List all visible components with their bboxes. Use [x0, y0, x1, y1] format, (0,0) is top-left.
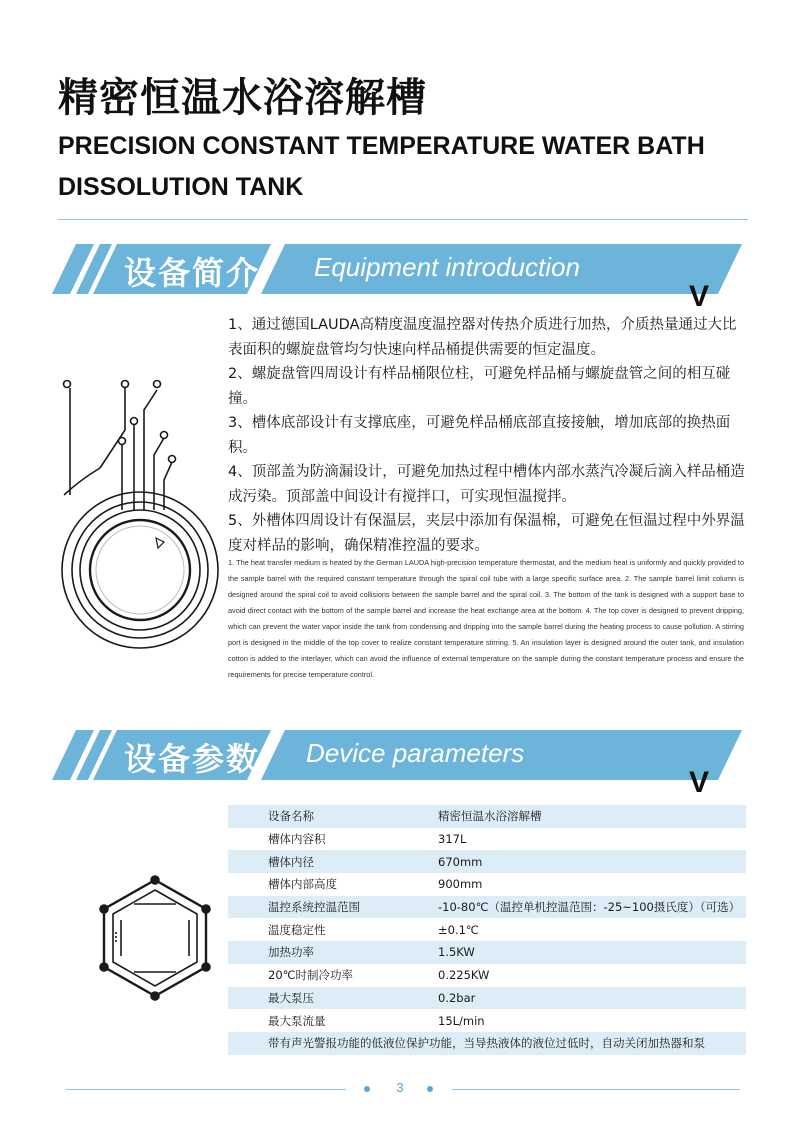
param-name: 设备名称 — [228, 805, 398, 828]
circuit-circle-icon — [60, 370, 220, 650]
table-row — [228, 805, 746, 828]
param-value: 1.5KW — [398, 941, 746, 964]
footer-dot-left — [364, 1086, 370, 1092]
param-name: 温度稳定性 — [268, 922, 326, 937]
param-name: 最大泵流量 — [268, 1013, 326, 1028]
param-value: 900mm — [438, 877, 483, 892]
intro-banner-label-cn: 设备简介 — [124, 254, 261, 292]
intro-item-1: 1、通过德国LAUDA高精度温度温控器对传热介质进行加热，介质热量通过大比表面积的螺旋盘管均匀快速向样品桶提供需要的恒定温度。 — [228, 317, 737, 358]
table-row — [228, 941, 746, 964]
param-value: 15L/min — [438, 1013, 485, 1028]
header-divider — [58, 219, 748, 220]
param-name: 加热功率 — [228, 941, 398, 964]
circuit-node-icon — [60, 370, 90, 400]
table-row — [228, 1009, 746, 1032]
param-name: 槽体内部高度 — [268, 877, 337, 892]
intro-chevron-icon: V — [689, 280, 710, 313]
param-value: 317L — [438, 832, 467, 847]
table-row — [228, 850, 746, 873]
param-value: 670mm — [398, 850, 746, 873]
footer-line-right — [452, 1089, 740, 1090]
param-name: 20℃时制冷功率 — [268, 968, 354, 983]
param-note: 带有声光警报功能的低液位保护功能，当导热液体的液位过低时，自动关闭加热器和泵 — [228, 1032, 746, 1055]
intro-item-2: 2、螺旋盘管四周设计有样品桶限位柱，可避免样品桶与螺旋盘管之间的相互碰撞。 — [228, 366, 731, 407]
table-row — [228, 987, 746, 1010]
param-name: 最大泵压 — [228, 987, 398, 1010]
param-value: ±0.1℃ — [438, 922, 479, 937]
page-title-en — [58, 126, 758, 208]
params-banner-label-en: Device parameters — [306, 738, 525, 768]
param-value: -10-80℃（温控单机控温范围：-25~100摄氏度）（可选） — [398, 896, 746, 919]
intro-text-en: 1. The heat transfer medium is heated by the German LAUDA high-precision temperature thermostat, and the medium heat is uniformly and quickly provided to the sample barrel with the required constant temperature through the spiral coil tube with a large specific surface area. 2. The sample barrel limit column is designed around the spiral coil to avoid collisions between the sample barrel and the spiral coil. 3. The bottom of the tank is designed with a support base to avoid direct contact with the bottom of the sample barrel and increase the heat exchange area at the bottom. 4. The top cover is designed to prevent dripping, which can prevent the water vapor inside the tank from condensing and dripping into the sample barrel during the heating process to cause pollution. A stirring port is designed in the middle of the top cover to realize constant temperature stirring. 5. An insulation layer is designed around the outer tank, and insulation cotton is added to the interlayer, which can avoid the influence of external temperature on the sample during the constant temperature process and ensure the requirements for precise temperature control. — [228, 558, 744, 679]
intro-text-cn — [228, 313, 748, 558]
table-row — [228, 964, 746, 987]
params-banner — [0, 724, 800, 804]
table-row — [228, 918, 746, 941]
param-value: 0.225KW — [438, 968, 490, 983]
param-name: 槽体内径 — [228, 850, 398, 873]
table-row — [228, 1032, 746, 1055]
page-title-en-line1: PRECISION CONSTANT TEMPERATURE WATER BATH — [58, 132, 705, 160]
page-number: 3 — [396, 1080, 404, 1095]
footer-dot-right — [427, 1086, 433, 1092]
intro-item-3: 3、槽体底部设计有支撑底座，可避免样品桶底部直接接触，增加底部的换热面积。 — [228, 415, 731, 456]
intro-banner — [0, 238, 800, 318]
footer-line-left — [66, 1089, 346, 1090]
table-row — [228, 828, 746, 851]
intro-item-4: 4、顶部盖为防滴漏设计，可避免加热过程中槽体内部水蒸汽冷凝后滴入样品桶造成污染。顶部盖中间设计有搅拌口，可实现恒温搅拌。 — [228, 464, 745, 505]
params-table — [228, 805, 746, 1055]
page-title-cn: 精密恒温水浴溶解槽 — [58, 75, 427, 121]
param-value: 0.2bar — [398, 987, 746, 1010]
table-row — [228, 873, 746, 896]
table-row — [228, 896, 746, 919]
params-chevron-icon: V — [689, 766, 710, 799]
param-value: 精密恒温水浴溶解槽 — [398, 805, 746, 828]
intro-item-5: 5、外槽体四周设计有保温层，夹层中添加有保温棉，可避免在恒温过程中外界温度对样品的影响，确保精准控温的要求。 — [228, 513, 745, 554]
params-banner-label-cn: 设备参数 — [124, 740, 261, 778]
page-title-en-line2: DISSOLUTION TANK — [58, 173, 304, 201]
circuit-hexagon-icon — [90, 874, 220, 1004]
param-name: 温控系统控温范围 — [228, 896, 398, 919]
param-name: 槽体内容积 — [268, 832, 326, 847]
intro-banner-label-en: Equipment introduction — [314, 252, 580, 282]
